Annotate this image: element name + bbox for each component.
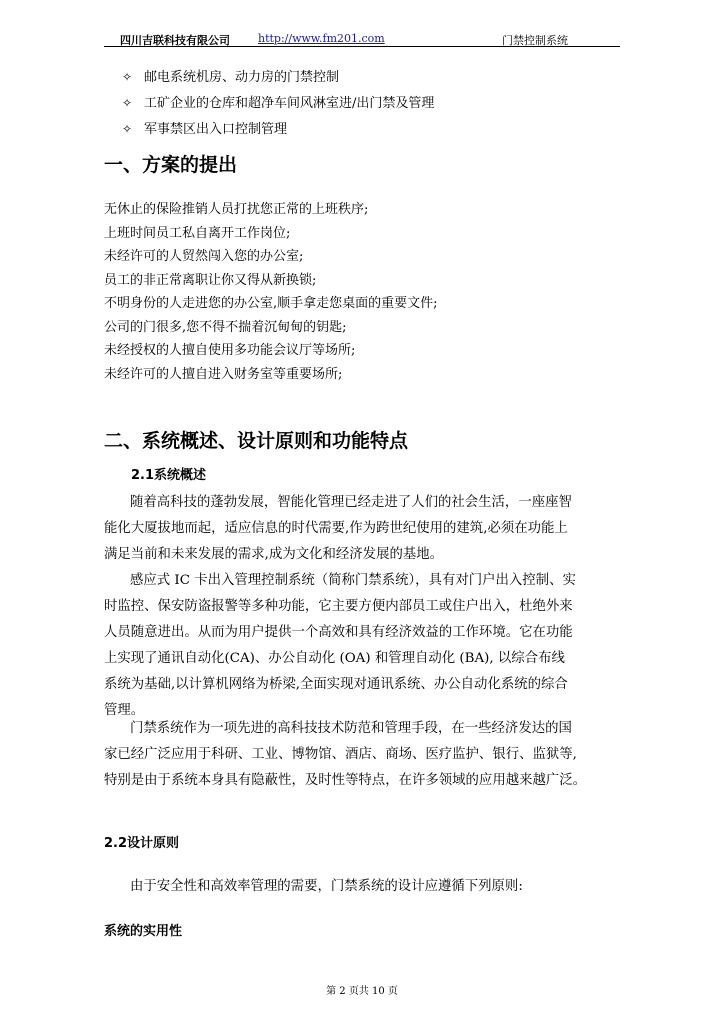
section1-heading: 一、方案的提出 [104, 154, 238, 176]
diamond-bullet-icon: ✧ [122, 70, 133, 84]
subsection-2-2-heading: 2.2设计原则 [104, 836, 180, 851]
diamond-bullet-icon: ✧ [122, 122, 133, 136]
page-number-footer: 第 2 页共 10 页 [326, 986, 398, 997]
problem-line: 未经许可的人擅自进入财务室等重要场所; [104, 366, 343, 382]
problem-line: 不明身份的人走进您的办公室,顺手拿走您桌面的重要文件; [104, 296, 438, 311]
list-item: ✧ 邮电系统机房、动力房的门禁控制 [122, 70, 340, 85]
diamond-bullet-icon: ✧ [122, 96, 133, 110]
problem-line: 未经授权的人擅自使用多功能会议厅等场所; [104, 343, 356, 358]
section2-heading: 二、系统概述、设计原则和功能特点 [104, 430, 409, 452]
header-system-name: 门禁控制系统 [502, 34, 568, 47]
overview-paragraph-1: 随着高科技的蓬勃发展，智能化管理已经走进了人们的社会生活，一座座智 能化大厦拔地而起，适应信息的时代需要,作为跨世纪使用的建筑,必须在功能上 满足当前和未来发展的需求,成为文化和经济发展的基地。 [104, 495, 572, 562]
overview-paragraph-3: 门禁系统作为一项先进的高科技技术防范和管理手段，在一些经济发达的国 家已经广泛应用于科研、工业、博物馆、酒店、商场、医疗监护、银行、监狱等, 特别是由于系统本身具有隐蔽性，及时性等特点，在许多领域的应用越来越广泛。 [104, 721, 587, 788]
section1-problem-list [104, 202, 438, 390]
subsection-2-1-heading: 2.1系统概述 [131, 468, 207, 483]
list-item: ✧ 军事禁区出入口控制管理 [122, 122, 288, 137]
problem-line: 上班时间员工私自离开工作岗位; [104, 225, 291, 241]
problem-line: 未经许可的人贸然闯入您的办公室; [104, 249, 304, 264]
practicality-subheading: 系统的实用性 [104, 924, 183, 939]
overview-paragraph-2: 感应式 IC 卡出入管理控制系统（简称门禁系统），具有对门户出入控制、实 时监控、保安防盗报警等多种功能，它主要方便内部员工或住户出入，杜绝外来 人员随意进出。从而为用户提供一个高效和具有经济效益的工作环境。它在功能 上实现了通讯自动化(CA)、办公自动化 (OA) 和管理自动化 (BA), 以综合布线 系统为基础,以计算机网络为桥梁,全面实现对通讯系统、办公自动化系统的综合 管理。 [104, 573, 576, 718]
header-url-link[interactable]: http://www.fm201.com [258, 32, 385, 45]
problem-line: 公司的门很多,您不得不揣着沉甸甸的钥匙; [104, 319, 347, 335]
header-company: 四川吉联科技有限公司 [120, 34, 230, 47]
design-principles-intro: 由于安全性和高效率管理的需要，门禁系统的设计应遵循下列原则: [130, 879, 523, 894]
list-item: ✧ 工矿企业的仓库和超净车间风淋室进/出门禁及管理 [122, 96, 435, 111]
page-header [104, 30, 620, 47]
application-bullet-list [122, 69, 434, 147]
problem-line: 员工的非正常离职让你又得从新换锁; [104, 272, 317, 288]
problem-line: 无休止的保险推销人员打扰您正常的上班秩序; [104, 202, 369, 217]
